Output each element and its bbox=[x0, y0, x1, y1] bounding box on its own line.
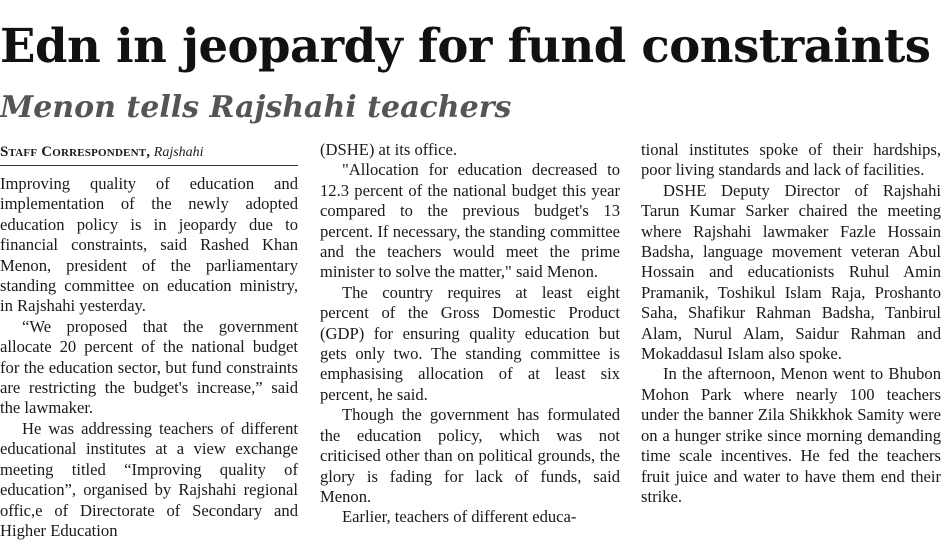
article-column-2 bbox=[320, 140, 620, 528]
headline: Edn in jeopardy for fund constraints bbox=[0, 18, 931, 73]
paragraph: "Allocation for education decreased to 12.3 percent of the national budget this year compared to the previous budget's 13 percent. If necessary, the standing committee and the teachers would meet the prime minister to solve the matter," said Menon. bbox=[320, 160, 620, 282]
paragraph: He was addressing teachers of different educational institutes at a view exchange meeting titled “Improving quality of education”, organised by Rajshahi regional offic,e of Directorate of Secondary and Higher Education bbox=[0, 418, 298, 540]
byline bbox=[0, 140, 298, 166]
paragraph: Improving quality of education and implementation of the newly adopted education policy is in jeopardy due to financial constraints, said Rashed Khan Menon, president of the parliamentary standing committee on education ministry, in Rajshahi yesterday. bbox=[0, 174, 298, 316]
article-column-1 bbox=[0, 140, 298, 541]
paragraph: tional institutes spoke of their hardships, poor living standards and lack of facilities. bbox=[641, 140, 941, 180]
paragraph: Earlier, teachers of different educa- bbox=[342, 507, 577, 527]
byline-location: Rajshahi bbox=[153, 145, 204, 160]
subheadline: Menon tells Rajshahi teachers bbox=[0, 90, 512, 125]
paragraph: In the afternoon, Menon went to Bhubon Mohon Park where nearly 100 teachers under the banner Zila Shikkhok Samity were on a hunger strike since morning demanding time scale incentives. He fed the teachers fruit juice and water to have them end their strike. bbox=[641, 364, 941, 506]
byline-name: Staff Correspondent, bbox=[0, 144, 151, 160]
paragraph: The country requires at least eight percent of the Gross Domestic Product (GDP) for ensuring quality education but gets only two. The standing committee is emphasising allocation of at least six percent, he said. bbox=[320, 282, 620, 404]
paragraph: Though the government has formulated the education policy, which was not criticised other than on political grounds, the glory is fading for lack of funds, said Menon. bbox=[320, 405, 620, 506]
paragraph: “We proposed that the government allocate 20 percent of the national budget for the education sector, but fund constraints are restricting the budget's increase,” said the lawmaker. bbox=[0, 316, 298, 418]
article-column-3 bbox=[641, 140, 941, 507]
paragraph: (DSHE) at its office. bbox=[320, 140, 458, 159]
paragraph: DSHE Deputy Director of Rajshahi Tarun Kumar Sarker chaired the meeting where Rajshahi lawmaker Fazle Hossain Badsha, language movement veteran Abul Hossain and educationists Ruhul Amin Pramanik, Toshikul Islam Raja, Proshanto Saha, Shafikur Rahman Badsha, Tanbirul Alam, Nurul Alam, Saidur Rahman and Mokaddasul Islam also spoke. bbox=[641, 180, 941, 364]
